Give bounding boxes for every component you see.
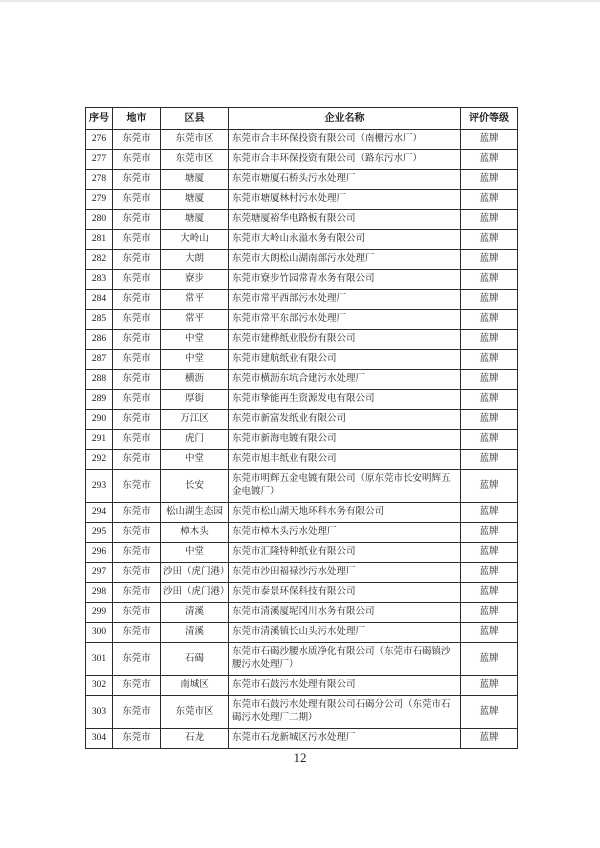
cell-district: 大岭山 <box>161 230 229 250</box>
cell-company: 东莞市石鼓污水处理有限公司石碣分公司（东莞市石碣污水处理厂二期） <box>229 696 461 729</box>
cell-rating: 蓝牌 <box>461 210 518 230</box>
header-cell-no: 序号 <box>86 108 113 130</box>
cell-district: 中堂 <box>161 330 229 350</box>
cell-district: 常平 <box>161 310 229 330</box>
cell-company: 东莞市常平西部污水处理厂 <box>229 290 461 310</box>
cell-rating: 蓝牌 <box>461 503 518 523</box>
cell-no: 303 <box>86 696 113 729</box>
table-row <box>86 543 518 563</box>
cell-district: 东莞市区 <box>161 696 229 729</box>
cell-city: 东莞市 <box>113 190 161 210</box>
table-row <box>86 623 518 643</box>
cell-rating: 蓝牌 <box>461 696 518 729</box>
cell-rating: 蓝牌 <box>461 370 518 390</box>
cell-company: 东莞塘厦裕华电路板有限公司 <box>229 210 461 230</box>
cell-no: 287 <box>86 350 113 370</box>
cell-city: 东莞市 <box>113 603 161 623</box>
table-row <box>86 150 518 170</box>
table-row <box>86 729 518 749</box>
cell-city: 东莞市 <box>113 390 161 410</box>
cell-district: 万江区 <box>161 410 229 430</box>
cell-no: 302 <box>86 676 113 696</box>
cell-company: 东莞市樟木头污水处理厂 <box>229 523 461 543</box>
table-row <box>86 250 518 270</box>
cell-district: 虎门 <box>161 430 229 450</box>
cell-rating: 蓝牌 <box>461 410 518 430</box>
cell-rating: 蓝牌 <box>461 676 518 696</box>
cell-no: 288 <box>86 370 113 390</box>
cell-company: 东莞市建航纸业有限公司 <box>229 350 461 370</box>
cell-city: 东莞市 <box>113 410 161 430</box>
cell-rating: 蓝牌 <box>461 330 518 350</box>
cell-company: 东莞市寮步竹园常青水务有限公司 <box>229 270 461 290</box>
header-cell-company: 企业名称 <box>229 108 461 130</box>
cell-no: 276 <box>86 130 113 150</box>
cell-district: 常平 <box>161 290 229 310</box>
cell-company: 东莞市泰景环保科技有限公司 <box>229 583 461 603</box>
cell-no: 279 <box>86 190 113 210</box>
cell-rating: 蓝牌 <box>461 250 518 270</box>
cell-rating: 蓝牌 <box>461 290 518 310</box>
cell-rating: 蓝牌 <box>461 230 518 250</box>
cell-district: 塘厦 <box>161 210 229 230</box>
cell-city: 东莞市 <box>113 563 161 583</box>
cell-no: 289 <box>86 390 113 410</box>
cell-city: 东莞市 <box>113 676 161 696</box>
cell-city: 东莞市 <box>113 270 161 290</box>
cell-rating: 蓝牌 <box>461 450 518 470</box>
cell-company: 东莞市清溪厦坭冈川水务有限公司 <box>229 603 461 623</box>
cell-city: 东莞市 <box>113 450 161 470</box>
cell-city: 东莞市 <box>113 643 161 676</box>
cell-city: 东莞市 <box>113 130 161 150</box>
table-row <box>86 230 518 250</box>
cell-rating: 蓝牌 <box>461 310 518 330</box>
cell-no: 280 <box>86 210 113 230</box>
table-row <box>86 130 518 150</box>
table-row <box>86 503 518 523</box>
table-row <box>86 696 518 729</box>
cell-company: 东莞市新海电镀有限公司 <box>229 430 461 450</box>
cell-district: 中堂 <box>161 350 229 370</box>
cell-district: 塘厦 <box>161 170 229 190</box>
cell-no: 301 <box>86 643 113 676</box>
cell-district: 沙田（虎门港） <box>161 583 229 603</box>
cell-district: 横沥 <box>161 370 229 390</box>
cell-district: 寮步 <box>161 270 229 290</box>
cell-rating: 蓝牌 <box>461 523 518 543</box>
table-row <box>86 563 518 583</box>
cell-company: 东莞市汇隆特种纸业有限公司 <box>229 543 461 563</box>
cell-city: 东莞市 <box>113 150 161 170</box>
cell-city: 东莞市 <box>113 350 161 370</box>
table-body <box>86 130 518 749</box>
cell-city: 东莞市 <box>113 696 161 729</box>
cell-company: 东莞市横沥东坑合建污水处理厂 <box>229 370 461 390</box>
table-row <box>86 430 518 450</box>
cell-district: 石碣 <box>161 643 229 676</box>
cell-rating: 蓝牌 <box>461 390 518 410</box>
cell-company: 东莞市石鼓污水处理有限公司 <box>229 676 461 696</box>
cell-city: 东莞市 <box>113 430 161 450</box>
cell-no: 277 <box>86 150 113 170</box>
cell-no: 297 <box>86 563 113 583</box>
cell-city: 东莞市 <box>113 250 161 270</box>
cell-district: 沙田（虎门港） <box>161 563 229 583</box>
table-row <box>86 330 518 350</box>
cell-no: 286 <box>86 330 113 350</box>
cell-company: 东莞市石龙新城区污水处理厂 <box>229 729 461 749</box>
table-row <box>86 390 518 410</box>
cell-district: 中堂 <box>161 543 229 563</box>
cell-no: 299 <box>86 603 113 623</box>
cell-district: 厚街 <box>161 390 229 410</box>
table-header-row <box>86 108 518 130</box>
cell-district: 塘厦 <box>161 190 229 210</box>
cell-no: 292 <box>86 450 113 470</box>
table-row <box>86 410 518 430</box>
table-row <box>86 370 518 390</box>
cell-rating: 蓝牌 <box>461 430 518 450</box>
table-row <box>86 270 518 290</box>
cell-no: 281 <box>86 230 113 250</box>
cell-city: 东莞市 <box>113 210 161 230</box>
cell-company: 东莞市新富发纸业有限公司 <box>229 410 461 430</box>
table-row <box>86 583 518 603</box>
table-row <box>86 470 518 503</box>
cell-company: 东莞市塘厦林村污水处理厂 <box>229 190 461 210</box>
cell-no: 295 <box>86 523 113 543</box>
cell-city: 东莞市 <box>113 330 161 350</box>
cell-no: 300 <box>86 623 113 643</box>
cell-company: 东莞市沙田福禄沙污水处理厂 <box>229 563 461 583</box>
cell-company: 东莞市明辉五金电镀有限公司（原东莞市长安明辉五金电镀厂） <box>229 470 461 503</box>
table-row <box>86 190 518 210</box>
cell-no: 298 <box>86 583 113 603</box>
cell-no: 282 <box>86 250 113 270</box>
table-row <box>86 170 518 190</box>
cell-rating: 蓝牌 <box>461 170 518 190</box>
cell-rating: 蓝牌 <box>461 603 518 623</box>
table-row <box>86 290 518 310</box>
cell-city: 东莞市 <box>113 470 161 503</box>
cell-company: 东莞市挚能再生资源发电有限公司 <box>229 390 461 410</box>
cell-city: 东莞市 <box>113 543 161 563</box>
cell-district: 清溪 <box>161 603 229 623</box>
cell-no: 278 <box>86 170 113 190</box>
cell-city: 东莞市 <box>113 623 161 643</box>
cell-rating: 蓝牌 <box>461 130 518 150</box>
cell-company: 东莞市大朗松山湖南部污水处理厂 <box>229 250 461 270</box>
cell-no: 296 <box>86 543 113 563</box>
cell-district: 长安 <box>161 470 229 503</box>
header-cell-district: 区县 <box>161 108 229 130</box>
cell-no: 284 <box>86 290 113 310</box>
cell-no: 294 <box>86 503 113 523</box>
cell-rating: 蓝牌 <box>461 470 518 503</box>
cell-company: 东莞市松山湖天地环科水务有限公司 <box>229 503 461 523</box>
table-row <box>86 350 518 370</box>
cell-company: 东莞市石碣沙腰水质净化有限公司（东莞市石碣镇沙腰污水处理厂） <box>229 643 461 676</box>
cell-rating: 蓝牌 <box>461 563 518 583</box>
cell-company: 东莞市大岭山永溢水务有限公司 <box>229 230 461 250</box>
cell-district: 樟木头 <box>161 523 229 543</box>
cell-district: 中堂 <box>161 450 229 470</box>
table-row <box>86 603 518 623</box>
cell-rating: 蓝牌 <box>461 729 518 749</box>
cell-district: 东莞市区 <box>161 150 229 170</box>
cell-rating: 蓝牌 <box>461 543 518 563</box>
cell-city: 东莞市 <box>113 583 161 603</box>
page-number: 12 <box>293 750 307 765</box>
cell-city: 东莞市 <box>113 370 161 390</box>
cell-company: 东莞市合丰环保投资有限公司（南栅污水厂） <box>229 130 461 150</box>
cell-city: 东莞市 <box>113 523 161 543</box>
cell-company: 东莞市合丰环保投资有限公司（路东污水厂） <box>229 150 461 170</box>
cell-company: 东莞市常平东部污水处理厂 <box>229 310 461 330</box>
cell-company: 东莞市旭丰纸业有限公司 <box>229 450 461 470</box>
cell-rating: 蓝牌 <box>461 270 518 290</box>
cell-no: 291 <box>86 430 113 450</box>
cell-company: 东莞市塘厦石桥头污水处理厂 <box>229 170 461 190</box>
header-cell-rating: 评价等级 <box>461 108 518 130</box>
table-header <box>86 108 518 130</box>
cell-no: 285 <box>86 310 113 330</box>
cell-rating: 蓝牌 <box>461 350 518 370</box>
cell-rating: 蓝牌 <box>461 583 518 603</box>
cell-city: 东莞市 <box>113 170 161 190</box>
cell-no: 290 <box>86 410 113 430</box>
cell-company: 东莞市建桦纸业股份有限公司 <box>229 330 461 350</box>
cell-company: 东莞市清溪镇长山头污水处理厂 <box>229 623 461 643</box>
cell-district: 松山湖生态园 <box>161 503 229 523</box>
cell-city: 东莞市 <box>113 503 161 523</box>
cell-district: 清溪 <box>161 623 229 643</box>
cell-district: 东莞市区 <box>161 130 229 150</box>
cell-no: 283 <box>86 270 113 290</box>
cell-district: 南城区 <box>161 676 229 696</box>
cell-no: 293 <box>86 470 113 503</box>
cell-rating: 蓝牌 <box>461 150 518 170</box>
table-row <box>86 643 518 676</box>
cell-district: 石龙 <box>161 729 229 749</box>
cell-city: 东莞市 <box>113 310 161 330</box>
enterprise-rating-table <box>85 107 518 749</box>
table-row <box>86 523 518 543</box>
table-row <box>86 310 518 330</box>
cell-rating: 蓝牌 <box>461 643 518 676</box>
cell-no: 304 <box>86 729 113 749</box>
cell-district: 大朗 <box>161 250 229 270</box>
cell-city: 东莞市 <box>113 729 161 749</box>
table-row <box>86 676 518 696</box>
cell-rating: 蓝牌 <box>461 190 518 210</box>
table-row <box>86 210 518 230</box>
cell-city: 东莞市 <box>113 290 161 310</box>
header-cell-city: 地市 <box>113 108 161 130</box>
table-row <box>86 450 518 470</box>
cell-rating: 蓝牌 <box>461 623 518 643</box>
cell-city: 东莞市 <box>113 230 161 250</box>
